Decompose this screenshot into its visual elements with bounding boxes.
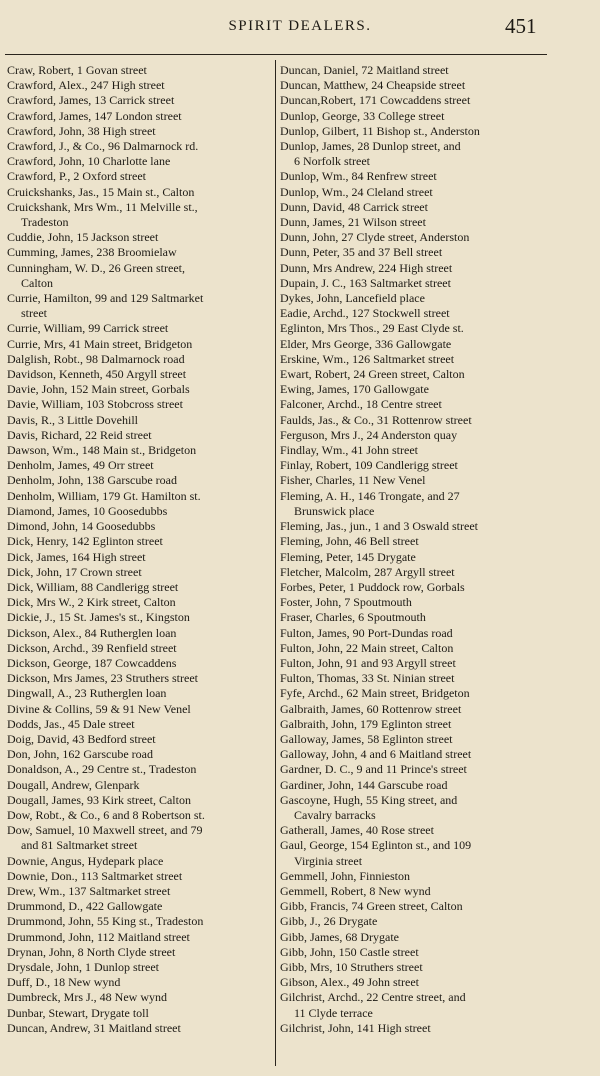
directory-entry bbox=[7, 1006, 271, 1021]
entry-text: Duncan, Andrew, 31 Maitland street bbox=[7, 1020, 181, 1035]
entry-text: Findlay, Wm., 41 John street bbox=[280, 443, 418, 458]
directory-entry bbox=[280, 413, 544, 428]
entry-text: Dougall, Andrew, Glenpark bbox=[7, 777, 140, 792]
entry-text: Galloway, James, 58 Eglinton street bbox=[280, 731, 453, 746]
entry-text: Forbes, Peter, 1 Puddock row, Gorbals bbox=[280, 579, 465, 594]
directory-entry bbox=[7, 778, 271, 793]
entry-text: Crawford, James, 13 Carrick street bbox=[7, 93, 175, 108]
entry-continuation: Calton bbox=[21, 275, 53, 290]
directory-entry bbox=[7, 109, 271, 124]
directory-entry bbox=[7, 550, 271, 565]
entry-text: Doig, David, 43 Bedford street bbox=[7, 731, 156, 746]
entry-text: Gibb, J., 26 Drygate bbox=[280, 914, 378, 929]
directory-entry bbox=[7, 626, 271, 641]
entry-text: Cunningham, W. D., 26 Green street, bbox=[7, 260, 185, 275]
directory-entry bbox=[7, 124, 271, 139]
entry-text: Duff, D., 18 New wynd bbox=[7, 975, 121, 990]
entry-text: Eadie, Archd., 127 Stockwell street bbox=[280, 306, 450, 321]
entry-text: Foster, John, 7 Spoutmouth bbox=[280, 595, 412, 610]
entry-text: Dickson, George, 187 Cowcaddens bbox=[7, 655, 177, 670]
entry-text: Fulton, John, 91 and 93 Argyll street bbox=[280, 655, 456, 670]
entry-text: Dunbar, Stewart, Drygate toll bbox=[7, 1005, 149, 1020]
entry-text: Davis, R., 3 Little Dovehill bbox=[7, 412, 138, 427]
entry-text: Gilchrist, John, 141 High street bbox=[280, 1020, 431, 1035]
directory-entry bbox=[280, 580, 544, 595]
directory-entry bbox=[280, 686, 544, 701]
directory-entry bbox=[7, 702, 271, 717]
entry-text: Drysdale, John, 1 Dunlop street bbox=[7, 959, 159, 974]
directory-entry bbox=[280, 139, 544, 169]
directory-entry bbox=[7, 869, 271, 884]
directory-entry bbox=[280, 869, 544, 884]
directory-entry bbox=[280, 975, 544, 990]
entry-text: Dick, Henry, 142 Eglinton street bbox=[7, 534, 163, 549]
entry-text: Davidson, Kenneth, 450 Argyll street bbox=[7, 367, 187, 382]
entry-text: Cruickshanks, Jas., 15 Main st., Calton bbox=[7, 184, 195, 199]
directory-entry bbox=[7, 808, 271, 823]
entry-text: Dickie, J., 15 St. James's st., Kingston bbox=[7, 610, 190, 625]
entry-text: Drummond, D., 422 Gallowgate bbox=[7, 899, 163, 914]
entry-text: Fulton, John, 22 Main street, Calton bbox=[280, 640, 454, 655]
directory-entry bbox=[7, 321, 271, 336]
directory-entry bbox=[7, 352, 271, 367]
directory-entry bbox=[7, 185, 271, 200]
entry-text: Gardner, D. C., 9 and 11 Prince's street bbox=[280, 762, 467, 777]
directory-entry bbox=[7, 990, 271, 1005]
directory-entry bbox=[280, 778, 544, 793]
entry-text: Dupain, J. C., 163 Saltmarket street bbox=[280, 275, 451, 290]
directory-entry bbox=[280, 397, 544, 412]
entry-text: Galbraith, John, 179 Eglinton street bbox=[280, 716, 452, 731]
directory-entry bbox=[7, 291, 271, 321]
directory-entry bbox=[7, 732, 271, 747]
directory-entry bbox=[280, 489, 544, 519]
entry-text: Fleming, John, 46 Bell street bbox=[280, 534, 419, 549]
directory-entry bbox=[280, 671, 544, 686]
directory-entry bbox=[7, 337, 271, 352]
entry-text: Craw, Robert, 1 Govan street bbox=[7, 63, 147, 77]
directory-entry bbox=[7, 823, 271, 853]
entry-text: Davie, John, 152 Main street, Gorbals bbox=[7, 382, 190, 397]
entry-text: Erskine, Wm., 126 Saltmarket street bbox=[280, 351, 455, 366]
entry-text: Davie, William, 103 Stobcross street bbox=[7, 397, 183, 412]
entry-text: Dawson, Wm., 148 Main st., Bridgeton bbox=[7, 443, 197, 458]
entry-text: Dickson, Mrs James, 23 Struthers street bbox=[7, 671, 198, 686]
directory-entry bbox=[7, 686, 271, 701]
directory-entry bbox=[7, 1021, 271, 1036]
directory-entry bbox=[280, 306, 544, 321]
directory-entry bbox=[7, 169, 271, 184]
entry-text: Dunlop, Wm., 24 Cleland street bbox=[280, 184, 433, 199]
entry-continuation: and 81 Saltmarket street bbox=[21, 838, 138, 853]
directory-entry bbox=[280, 458, 544, 473]
entry-text: Currie, Mrs, 41 Main street, Bridgeton bbox=[7, 336, 193, 351]
directory-entry bbox=[280, 610, 544, 625]
entry-text: Dougall, James, 93 Kirk street, Calton bbox=[7, 792, 191, 807]
entry-text: Crawford, J., & Co., 96 Dalmarnock rd. bbox=[7, 139, 199, 154]
entry-text: Currie, William, 99 Carrick street bbox=[7, 321, 169, 336]
directory-entry bbox=[7, 428, 271, 443]
entry-text: Gilchrist, Archd., 22 Centre street, and bbox=[280, 990, 466, 1005]
entry-text: Dunn, James, 21 Wilson street bbox=[280, 215, 426, 230]
directory-entry bbox=[280, 626, 544, 641]
directory-entry bbox=[7, 899, 271, 914]
directory-entry bbox=[7, 930, 271, 945]
entry-text: Dunn, John, 27 Clyde street, Anderston bbox=[280, 230, 470, 245]
directory-entry bbox=[7, 458, 271, 473]
directory-entry bbox=[280, 838, 544, 868]
entry-text: Duncan, Matthew, 24 Cheapside street bbox=[280, 78, 466, 93]
directory-entry bbox=[7, 489, 271, 504]
entry-text: Dick, William, 88 Candlerigg street bbox=[7, 579, 179, 594]
directory-entry bbox=[7, 382, 271, 397]
entry-text: Dalglish, Robt., 98 Dalmarnock road bbox=[7, 351, 185, 366]
directory-entry bbox=[7, 884, 271, 899]
directory-entry bbox=[280, 565, 544, 580]
directory-entry bbox=[7, 610, 271, 625]
entry-text: Cruickshank, Mrs Wm., 11 Melville st., bbox=[7, 199, 198, 214]
entry-text: Dick, James, 164 High street bbox=[7, 549, 146, 564]
right-column bbox=[280, 63, 544, 1036]
directory-entry bbox=[280, 656, 544, 671]
entry-text: Donaldson, A., 29 Centre st., Tradeston bbox=[7, 762, 197, 777]
directory-entry bbox=[7, 975, 271, 990]
directory-entry bbox=[280, 762, 544, 777]
entry-continuation: Brunswick place bbox=[294, 503, 375, 518]
entry-text: Gaul, George, 154 Eglinton st., and 109 bbox=[280, 838, 472, 853]
entry-text: Crawford, P., 2 Oxford street bbox=[7, 169, 146, 184]
directory-entry bbox=[7, 914, 271, 929]
directory-entry bbox=[280, 534, 544, 549]
directory-entry bbox=[280, 261, 544, 276]
directory-entry bbox=[280, 793, 544, 823]
entry-text: Dunn, Peter, 35 and 37 Bell street bbox=[280, 245, 443, 260]
directory-entry bbox=[280, 291, 544, 306]
entry-text: Crawford, James, 147 London street bbox=[7, 108, 182, 123]
directory-entry bbox=[280, 200, 544, 215]
directory-entry bbox=[7, 473, 271, 488]
entry-text: Crawford, John, 10 Charlotte lane bbox=[7, 154, 171, 169]
directory-entry bbox=[280, 641, 544, 656]
page-number: 451 bbox=[505, 14, 537, 38]
directory-entry bbox=[280, 321, 544, 336]
entry-text: Fulton, James, 90 Port-Dundas road bbox=[280, 625, 453, 640]
directory-entry bbox=[7, 367, 271, 382]
directory-entry bbox=[7, 945, 271, 960]
header-rule bbox=[5, 54, 547, 55]
entry-text: Gibb, Francis, 74 Green street, Calton bbox=[280, 899, 463, 914]
entry-continuation: 11 Clyde terrace bbox=[294, 1005, 373, 1020]
directory-entry bbox=[280, 230, 544, 245]
directory-entry bbox=[280, 960, 544, 975]
directory-entry bbox=[280, 78, 544, 93]
directory-entry bbox=[280, 367, 544, 382]
entry-text: Crawford, John, 38 High street bbox=[7, 123, 156, 138]
entry-text: Cumming, James, 238 Broomielaw bbox=[7, 245, 177, 260]
directory-entry bbox=[280, 823, 544, 838]
entry-text: Dunlop, James, 28 Dunlop street, and bbox=[280, 139, 461, 154]
entry-text: Galloway, John, 4 and 6 Maitland street bbox=[280, 747, 472, 762]
entry-text: Faulds, Jas., & Co., 31 Rottenrow street bbox=[280, 412, 472, 427]
directory-entry bbox=[7, 854, 271, 869]
entry-text: Dimond, John, 14 Goosedubbs bbox=[7, 519, 156, 534]
entry-continuation: 6 Norfolk street bbox=[294, 154, 370, 169]
entry-text: Drew, Wm., 137 Saltmarket street bbox=[7, 883, 171, 898]
directory-entry bbox=[280, 352, 544, 367]
entry-text: Crawford, Alex., 247 High street bbox=[7, 78, 165, 93]
directory-entry bbox=[7, 200, 271, 230]
directory-entry bbox=[7, 504, 271, 519]
entry-text: Dunn, David, 48 Carrick street bbox=[280, 199, 428, 214]
directory-entry bbox=[280, 169, 544, 184]
entry-text: Fisher, Charles, 11 New Venel bbox=[280, 473, 426, 488]
entry-text: Cuddie, John, 15 Jackson street bbox=[7, 230, 159, 245]
directory-entry bbox=[280, 717, 544, 732]
entry-text: Drummond, John, 55 King st., Tradeston bbox=[7, 914, 204, 929]
directory-entry bbox=[7, 717, 271, 732]
directory-entry bbox=[280, 337, 544, 352]
directory-entry bbox=[7, 261, 271, 291]
entry-text: Fraser, Charles, 6 Spoutmouth bbox=[280, 610, 426, 625]
directory-entry bbox=[280, 185, 544, 200]
directory-entry bbox=[7, 595, 271, 610]
directory-entry bbox=[280, 914, 544, 929]
entry-text: Fyfe, Archd., 62 Main street, Bridgeton bbox=[280, 686, 470, 701]
column-divider bbox=[275, 60, 276, 1066]
entry-text: Downie, Angus, Hydepark place bbox=[7, 853, 164, 868]
entry-text: Currie, Hamilton, 99 and 129 Saltmarket bbox=[7, 291, 204, 306]
directory-entry bbox=[280, 215, 544, 230]
entry-text: Denholm, William, 179 Gt. Hamilton st. bbox=[7, 488, 201, 503]
entry-text: Dunlop, George, 33 College street bbox=[280, 108, 445, 123]
directory-entry bbox=[280, 245, 544, 260]
entry-text: Ferguson, Mrs J., 24 Anderston quay bbox=[280, 427, 458, 442]
entry-text: Dow, Robt., & Co., 6 and 8 Robertson st. bbox=[7, 807, 205, 822]
entry-text: Divine & Collins, 59 & 91 New Venel bbox=[7, 701, 191, 716]
directory-entry bbox=[7, 641, 271, 656]
entry-text: Elder, Mrs George, 336 Gallowgate bbox=[280, 336, 452, 351]
entry-continuation: Tradeston bbox=[21, 215, 69, 230]
directory-entry bbox=[7, 747, 271, 762]
entry-text: Galbraith, James, 60 Rottenrow street bbox=[280, 701, 462, 716]
directory-entry bbox=[7, 671, 271, 686]
entry-text: Dickson, Archd., 39 Renfield street bbox=[7, 640, 177, 655]
directory-entry bbox=[280, 990, 544, 1020]
entry-text: Dumbreck, Mrs J., 48 New wynd bbox=[7, 990, 167, 1005]
entry-text: Fletcher, Malcolm, 287 Argyll street bbox=[280, 564, 455, 579]
directory-entry bbox=[7, 656, 271, 671]
entry-text: Finlay, Robert, 109 Candlerigg street bbox=[280, 458, 458, 473]
entry-text: Dingwall, A., 23 Rutherglen loan bbox=[7, 686, 167, 701]
directory-entry bbox=[7, 534, 271, 549]
directory-entry bbox=[280, 428, 544, 443]
directory-entry bbox=[280, 443, 544, 458]
directory-entry bbox=[280, 63, 544, 78]
entry-text: Drynan, John, 8 North Clyde street bbox=[7, 944, 176, 959]
directory-entry bbox=[280, 550, 544, 565]
directory-entry bbox=[7, 519, 271, 534]
directory-entry bbox=[280, 747, 544, 762]
entry-text: Dick, John, 17 Crown street bbox=[7, 564, 142, 579]
entry-text: Dunlop, Wm., 84 Renfrew street bbox=[280, 169, 437, 184]
directory-entry bbox=[7, 230, 271, 245]
entry-text: Ewart, Robert, 24 Green street, Calton bbox=[280, 367, 465, 382]
directory-entry bbox=[7, 78, 271, 93]
entry-text: Dick, Mrs W., 2 Kirk street, Calton bbox=[7, 595, 176, 610]
entry-text: Gardiner, John, 144 Garscube road bbox=[280, 777, 448, 792]
entry-text: Dickson, Alex., 84 Rutherglen loan bbox=[7, 625, 177, 640]
entry-text: Davis, Richard, 22 Reid street bbox=[7, 427, 152, 442]
directory-entry bbox=[280, 930, 544, 945]
entry-text: Denholm, James, 49 Orr street bbox=[7, 458, 154, 473]
entry-text: Dodds, Jas., 45 Dale street bbox=[7, 716, 135, 731]
left-column bbox=[7, 63, 271, 1036]
directory-entry bbox=[7, 63, 271, 78]
entry-text: Fleming, Peter, 145 Drygate bbox=[280, 549, 416, 564]
entry-text: Gemmell, Robert, 8 New wynd bbox=[280, 883, 431, 898]
directory-entry bbox=[280, 382, 544, 397]
entry-text: Gemmell, John, Finnieston bbox=[280, 868, 410, 883]
entry-continuation: Cavalry barracks bbox=[294, 807, 376, 822]
entry-text: Ewing, James, 170 Gallowgate bbox=[280, 382, 429, 397]
directory-entry bbox=[280, 884, 544, 899]
directory-entry bbox=[280, 1021, 544, 1036]
entry-text: Dykes, John, Lancefield place bbox=[280, 291, 425, 306]
directory-entry bbox=[7, 762, 271, 777]
entry-continuation: Virginia street bbox=[294, 853, 363, 868]
directory-entry bbox=[7, 413, 271, 428]
directory-entry bbox=[280, 732, 544, 747]
directory-entry bbox=[7, 93, 271, 108]
page-title: SPIRIT DEALERS. bbox=[228, 18, 372, 34]
directory-entry bbox=[280, 899, 544, 914]
entry-text: Don, John, 162 Garscube road bbox=[7, 747, 153, 762]
entry-text: Drummond, John, 112 Maitland street bbox=[7, 929, 190, 944]
entry-text: Gascoyne, Hugh, 55 King street, and bbox=[280, 792, 458, 807]
entry-text: Dow, Samuel, 10 Maxwell street, and 79 bbox=[7, 823, 203, 838]
directory-entry bbox=[7, 793, 271, 808]
directory-entry bbox=[7, 443, 271, 458]
entry-text: Falconer, Archd., 18 Centre street bbox=[280, 397, 442, 412]
directory-entry bbox=[280, 473, 544, 488]
entry-text: Diamond, James, 10 Goosedubbs bbox=[7, 503, 168, 518]
directory-entry bbox=[7, 245, 271, 260]
directory-entry bbox=[280, 595, 544, 610]
entry-text: Gibb, James, 68 Drygate bbox=[280, 929, 399, 944]
entry-text: Gibb, John, 150 Castle street bbox=[280, 944, 419, 959]
directory-entry bbox=[7, 139, 271, 154]
directory-entry bbox=[280, 702, 544, 717]
entry-text: Gatherall, James, 40 Rose street bbox=[280, 823, 434, 838]
entry-text: Eglinton, Mrs Thos., 29 East Clyde st. bbox=[280, 321, 464, 336]
directory-entry bbox=[7, 154, 271, 169]
entry-text: Fleming, A. H., 146 Trongate, and 27 bbox=[280, 488, 460, 503]
directory-entry bbox=[7, 397, 271, 412]
entry-continuation: street bbox=[21, 306, 47, 321]
entry-text: Fleming, Jas., jun., 1 and 3 Oswald street bbox=[280, 519, 478, 534]
directory-entry bbox=[7, 565, 271, 580]
entry-text: Duncan, Daniel, 72 Maitland street bbox=[280, 63, 449, 77]
entry-text: Gibson, Alex., 49 John street bbox=[280, 975, 419, 990]
directory-entry bbox=[7, 580, 271, 595]
entry-text: Fulton, Thomas, 33 St. Ninian street bbox=[280, 671, 455, 686]
directory-entry bbox=[7, 960, 271, 975]
directory-entry bbox=[280, 519, 544, 534]
entry-text: Dunn, Mrs Andrew, 224 High street bbox=[280, 260, 453, 275]
directory-entry bbox=[280, 945, 544, 960]
entry-text: Downie, Don., 113 Saltmarket street bbox=[7, 868, 183, 883]
entry-text: Duncan,Robert, 171 Cowcaddens street bbox=[280, 93, 471, 108]
entry-text: Gibb, Mrs, 10 Struthers street bbox=[280, 959, 423, 974]
directory-entry bbox=[280, 93, 544, 108]
directory-entry bbox=[280, 276, 544, 291]
directory-entry bbox=[280, 124, 544, 139]
directory-entry bbox=[280, 109, 544, 124]
entry-text: Dunlop, Gilbert, 11 Bishop st., Anderston bbox=[280, 123, 480, 138]
entry-text: Denholm, John, 138 Garscube road bbox=[7, 473, 177, 488]
